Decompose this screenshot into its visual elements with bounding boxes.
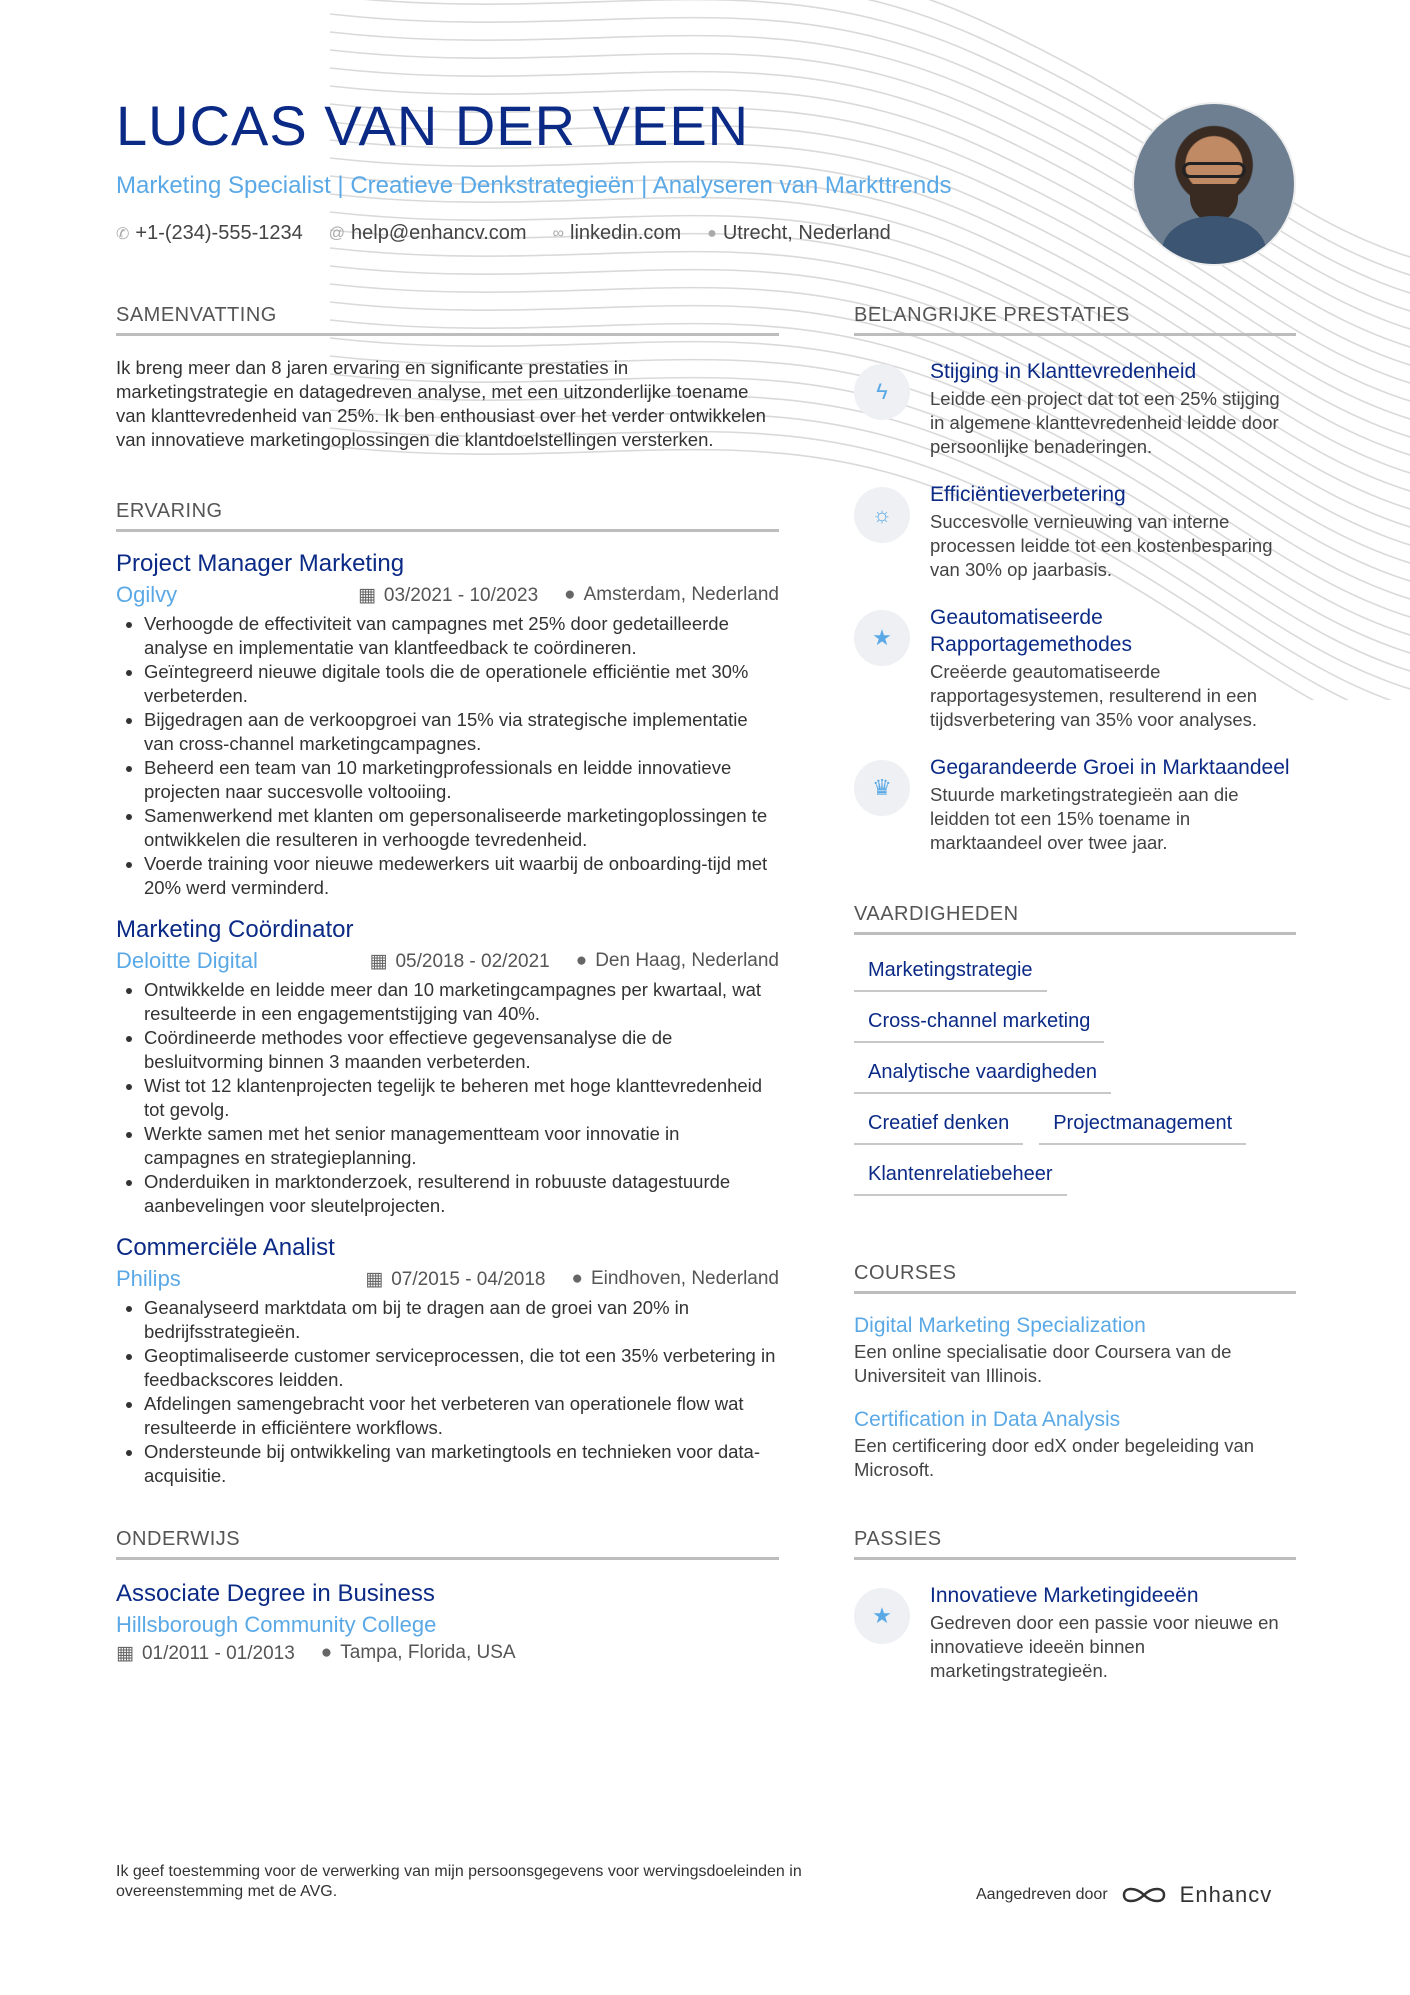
- achievement-item: [854, 358, 1296, 459]
- job-bullet: • Ondersteunde bij ontwikkeling van marketingtools en technieken voor data-acquisitie.: [144, 1440, 779, 1488]
- job-bullet: • Onderduiken in marktonderzoek, resulterend in robuuste datagestuurde aanbevelingen voor sleutelprojecten.: [144, 1170, 779, 1218]
- job-meta: [116, 948, 779, 974]
- location-pin-icon: ●: [571, 1267, 583, 1289]
- education-entry: [116, 1578, 779, 1665]
- job-location: [571, 1268, 779, 1291]
- resume-header: [116, 94, 1076, 245]
- phone-icon: ✆: [116, 225, 130, 243]
- experience-list: [116, 548, 779, 1488]
- job-location: [576, 950, 779, 973]
- job-bullets: [116, 978, 779, 1218]
- skills-row: [854, 1106, 1296, 1145]
- passion-item: [854, 1582, 1296, 1683]
- location-pin-icon: ●: [575, 949, 588, 971]
- contact-email[interactable]: [329, 222, 527, 245]
- skill-tag: Klantenrelatiebeheer: [854, 1157, 1067, 1196]
- course-title: Certification in Data Analysis: [854, 1408, 1121, 1431]
- skill-tag: Marketingstrategie: [854, 953, 1047, 992]
- calendar-icon: ▦: [357, 584, 376, 606]
- job-bullet: • Werkte samen met het senior managementteam voor innovatie in campagnes en strategieplanning.: [144, 1122, 779, 1170]
- location-pin-icon: ●: [564, 583, 576, 605]
- achievement-item: [854, 481, 1296, 582]
- job-bullets: [116, 612, 779, 900]
- section-title-education: ONDERWIJS: [116, 1528, 779, 1560]
- job-meta: [116, 582, 779, 608]
- lightbulb-icon: ☼: [854, 487, 910, 543]
- course-description: Een certificering door edX onder begeleiding van Microsoft.: [854, 1435, 1255, 1480]
- job-bullet: • Ontwikkelde en leidde meer dan 10 marketingcampagnes per kwartaal, wat resulteerde in een engagementstijging van 40%.: [144, 978, 779, 1026]
- education-school: Hillsborough Community College: [116, 1612, 437, 1637]
- skills-row: [854, 953, 1296, 992]
- section-title-courses: COURSES: [854, 1262, 1296, 1294]
- job-title: Project Manager Marketing: [116, 550, 405, 577]
- achievement-title: Efficiëntieverbetering: [930, 483, 1126, 506]
- calendar-icon: ▦: [369, 950, 388, 972]
- calendar-icon: ▦: [365, 1268, 384, 1290]
- job-bullet: • Beheerd een team van 10 marketingprofessionals en leidde innovatieve projecten naar succesvolle voltooiing.: [144, 756, 779, 804]
- courses-list: [854, 1312, 1296, 1482]
- summary-text: Ik breng meer dan 8 jaren ervaring en significante prestaties in marketingstrategie en datagedreven analyse, met een uitzonderlijke toename van klanttevredenheid van 25%. Ik ben enthousiast over het verder ontwikkelen van innovatieve marketingoplossingen die klantdoelstellingen versterken.: [116, 357, 766, 450]
- linkedin-text: linkedin.com: [570, 222, 682, 244]
- job-title: Marketing Coördinator: [116, 916, 354, 943]
- job-bullet: • Afdelingen samengebracht voor het verbeteren van operationele flow wat resulteerde in efficiëntere workflows.: [144, 1392, 779, 1440]
- job-bullet: • Wist tot 12 klantenprojecten tegelijk te beheren met hoge klanttevredenheid tot gevolg.: [144, 1074, 779, 1122]
- location-pin-icon: ●: [707, 224, 717, 242]
- contact-info: [116, 222, 1076, 245]
- section-title-passions: PASSIES: [854, 1528, 1296, 1560]
- skills-row: [854, 1055, 1296, 1094]
- location-pin-icon: ●: [320, 1642, 333, 1663]
- achievement-description: Stuurde marketingstrategieën aan die leidden tot een 15% toename in marktaandeel over twee jaar.: [930, 784, 1239, 853]
- achievement-item: [854, 604, 1296, 732]
- company-name: Philips: [116, 1266, 181, 1291]
- trophy-icon: ♛: [854, 760, 910, 816]
- enhancv-logo-icon: [1120, 1883, 1168, 1907]
- job-bullet: • Geïntegreerd nieuwe digitale tools die de operationele efficiëntie met 30% verbeterden.: [144, 660, 779, 708]
- skill-tag: Cross-channel marketing: [854, 1004, 1104, 1043]
- section-title-summary: SAMENVATTING: [116, 304, 779, 336]
- passions-list: [854, 1582, 1296, 1683]
- candidate-headline: Marketing Specialist | Creatieve Denkstrategieën | Analyseren van Markttrends: [116, 172, 952, 199]
- job-dates-text: 07/2015 - 04/2018: [391, 1268, 546, 1290]
- experience-entry: [116, 548, 779, 900]
- job-bullet: • Geoptimaliseerde customer serviceprocessen, die tot een 35% verbetering in feedbackscores leidden.: [144, 1344, 779, 1392]
- job-bullet: • Samenwerkend met klanten om gepersonaliseerde marketingoplossingen te ontwikkelen die resulteren in verhoogde tevredenheid.: [144, 804, 779, 852]
- location-text: Utrecht, Nederland: [722, 222, 891, 244]
- achievements-list: [854, 358, 1296, 855]
- skill-tag: Creatief denken: [854, 1106, 1023, 1145]
- contact-linkedin[interactable]: [553, 222, 682, 245]
- section-title-experience: ERVARING: [116, 500, 779, 532]
- education-dates-text: 01/2011 - 01/2013: [141, 1643, 295, 1664]
- job-dates-text: 03/2021 - 10/2023: [383, 584, 539, 606]
- course-description: Een online specialisatie door Coursera van de Universiteit van Illinois.: [854, 1341, 1232, 1386]
- section-title-skills: VAARDIGHEDEN: [854, 903, 1296, 935]
- at-icon: @: [328, 224, 345, 242]
- achievement-description: Succesvolle vernieuwing van interne processen leidde tot een kostenbesparing van 30% op jaarbasis.: [930, 511, 1273, 580]
- left-column: [116, 304, 779, 1665]
- skill-tag: Analytische vaardigheden: [854, 1055, 1111, 1094]
- job-bullet: • Bijgedragen aan de verkoopgroei van 15% via strategische implementatie van cross-channel marketingcampagnes.: [144, 708, 779, 756]
- job-bullet: • Verhoogde de effectiviteit van campagnes met 25% door gedetailleerde analyse en implementatie van klantfeedback te coördineren.: [144, 612, 779, 660]
- job-bullet: • Coördineerde methodes voor effectieve gegevensanalyse die de besluitvorming binnen 3 maanden verbeterden.: [144, 1026, 779, 1074]
- phone-text: +1-(234)-555-1234: [135, 222, 303, 244]
- job-dates: [370, 950, 550, 973]
- experience-entry: [116, 914, 779, 1218]
- job-bullets: [116, 1296, 779, 1488]
- achievement-item: [854, 754, 1296, 855]
- job-bullet: • Geanalyseerd marktdata om bij te dragen aan de groei van 20% in bedrijfsstrategieën.: [144, 1296, 779, 1344]
- job-dates: [365, 1268, 545, 1291]
- skills-row: [854, 1004, 1296, 1043]
- right-column: [854, 304, 1296, 1683]
- achievement-description: Leidde een project dat tot een 25% stijging in algemene klanttevredenheid leidde door persoonlijke benaderingen.: [930, 388, 1280, 457]
- bolt-icon: ϟ: [854, 364, 910, 420]
- email-text: help@enhancv.com: [351, 222, 527, 244]
- education-dates: [116, 1642, 295, 1665]
- job-location-text: Amsterdam, Nederland: [583, 583, 779, 605]
- job-dates-text: 05/2018 - 02/2021: [395, 950, 550, 972]
- skills-row: [854, 1157, 1296, 1196]
- brand-name: Enhancv: [1179, 1882, 1273, 1907]
- gdpr-consent-note: Ik geef toestemming voor de verwerking van mijn persoonsgegevens voor wervingsdoeleinden in overeenstemming met de AVG.: [116, 1863, 802, 1900]
- company-name: Deloitte Digital: [116, 948, 258, 973]
- section-title-achievements: BELANGRIJKE PRESTATIES: [854, 304, 1296, 336]
- achievement-title: Gegarandeerde Groei in Marktaandeel: [930, 756, 1290, 779]
- powered-by[interactable]: [976, 1882, 1272, 1908]
- education-degree: Associate Degree in Business: [116, 1580, 435, 1607]
- passion-description: Gedreven door een passie voor nieuwe en innovatieve ideeën binnen marketingstrategieën.: [930, 1612, 1279, 1681]
- star-icon: ★: [854, 1588, 910, 1644]
- profile-photo: [1132, 102, 1296, 266]
- powered-by-label: Aangedreven door: [976, 1886, 1108, 1903]
- skills-list: [854, 953, 1296, 1196]
- job-bullet: • Voerde training voor nieuwe medewerkers uit waarbij de onboarding-tijd met 20% werd verminderd.: [144, 852, 779, 900]
- contact-phone[interactable]: [116, 222, 303, 245]
- job-location: [564, 584, 779, 607]
- experience-entry: [116, 1232, 779, 1488]
- star-icon: ★: [854, 610, 910, 666]
- link-icon: ∞: [552, 224, 564, 242]
- achievement-title: Geautomatiseerde Rapportagemethodes: [930, 606, 1132, 656]
- calendar-icon: ▦: [116, 1643, 134, 1664]
- job-dates: [358, 584, 538, 607]
- passion-title: Innovatieve Marketingideeën: [930, 1584, 1199, 1607]
- job-meta: [116, 1266, 779, 1292]
- contact-location: [707, 222, 891, 245]
- course-item: [854, 1406, 1296, 1482]
- candidate-name: LUCAS VAN DER VEEN: [116, 94, 750, 157]
- course-item: [854, 1312, 1296, 1388]
- skill-tag: Projectmanagement: [1039, 1106, 1246, 1145]
- job-location-text: Eindhoven, Nederland: [590, 1267, 779, 1289]
- job-location-text: Den Haag, Nederland: [595, 949, 779, 971]
- company-name: Ogilvy: [116, 582, 178, 607]
- achievement-description: Creëerde geautomatiseerde rapportagesystemen, resulterend in een tijdsverbetering van 35% voor analyses.: [930, 661, 1258, 730]
- course-title: Digital Marketing Specialization: [854, 1314, 1146, 1337]
- achievement-title: Stijging in Klanttevredenheid: [930, 360, 1197, 383]
- education-location: [321, 1642, 516, 1665]
- education-location-text: Tampa, Florida, USA: [340, 1642, 516, 1663]
- job-title: Commerciële Analist: [116, 1234, 335, 1261]
